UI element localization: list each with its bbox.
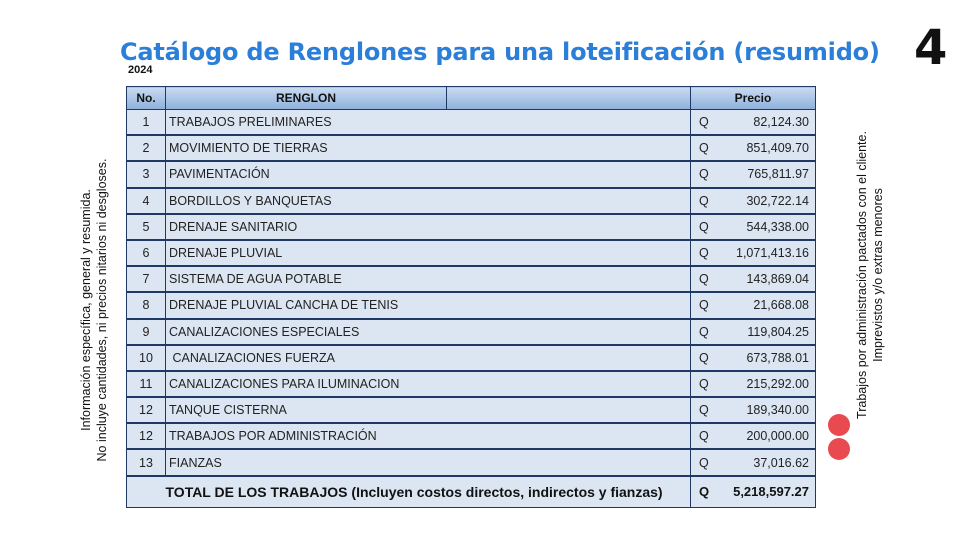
table-row (127, 135, 816, 161)
row-name: DRENAJE SANITARIO (166, 214, 691, 240)
row-no: 1 (127, 110, 166, 136)
table-row (127, 266, 816, 292)
row-currency: Q (691, 188, 722, 214)
header-precio: Precio (691, 87, 816, 110)
row-no: 12 (127, 397, 166, 423)
red-dot-marker-1 (828, 414, 850, 436)
page-title: Catálogo de Renglones para una loteificación (resumido) (120, 38, 880, 66)
row-currency: Q (691, 423, 722, 449)
right-side-note (854, 105, 890, 445)
row-price: 119,804.25 (721, 319, 816, 345)
right-note-line-2: Imprevistos y/o extras menores (871, 188, 885, 362)
row-name: TRABAJOS PRELIMINARES (166, 110, 691, 136)
row-no: 12 (127, 423, 166, 449)
row-currency: Q (691, 135, 722, 161)
row-currency: Q (691, 345, 722, 371)
row-currency: Q (691, 214, 722, 240)
row-no: 5 (127, 214, 166, 240)
row-price: 1,071,413.16 (721, 240, 816, 266)
row-name: TRABAJOS POR ADMINISTRACIÓN (166, 423, 691, 449)
row-currency: Q (691, 371, 722, 397)
row-no: 10 (127, 345, 166, 371)
table-row (127, 161, 816, 187)
row-price: 82,124.30 (721, 110, 816, 136)
row-name: DRENAJE PLUVIAL (166, 240, 691, 266)
row-no: 9 (127, 319, 166, 345)
row-price: 21,668.08 (721, 292, 816, 318)
left-note-line-2: No incluye cantidades, ni precios nitarios ni desgloses. (95, 158, 109, 462)
row-currency: Q (691, 266, 722, 292)
table-header-row (127, 87, 816, 110)
row-price: 851,409.70 (721, 135, 816, 161)
row-price: 215,292.00 (721, 371, 816, 397)
row-currency: Q (691, 161, 722, 187)
row-no: 3 (127, 161, 166, 187)
table-row (127, 214, 816, 240)
table-row (127, 397, 816, 423)
row-price: 189,340.00 (721, 397, 816, 423)
total-row (127, 476, 816, 508)
catalog-table (126, 86, 816, 508)
row-no: 4 (127, 188, 166, 214)
table-row (127, 423, 816, 449)
row-no: 2 (127, 135, 166, 161)
row-no: 13 (127, 449, 166, 475)
row-currency: Q (691, 319, 722, 345)
row-price: 200,000.00 (721, 423, 816, 449)
row-name: BORDILLOS Y BANQUETAS (166, 188, 691, 214)
total-no-cell (127, 476, 166, 508)
table-row (127, 319, 816, 345)
row-name: TANQUE CISTERNA (166, 397, 691, 423)
row-currency: Q (691, 397, 722, 423)
row-name: DRENAJE PLUVIAL CANCHA DE TENIS (166, 292, 691, 318)
row-no: 8 (127, 292, 166, 318)
table-row (127, 449, 816, 475)
left-note-line-1: Información específica, general y resumida. (79, 189, 93, 431)
header-empty (447, 87, 691, 110)
row-currency: Q (691, 449, 722, 475)
year-label: 2024 (128, 64, 153, 76)
header-no: No. (127, 87, 166, 110)
row-currency: Q (691, 292, 722, 318)
row-name: CANALIZACIONES PARA ILUMINACION (166, 371, 691, 397)
row-name: CANALIZACIONES ESPECIALES (166, 319, 691, 345)
table-row (127, 371, 816, 397)
total-currency: Q (691, 476, 722, 508)
row-name: CANALIZACIONES FUERZA (166, 345, 691, 371)
row-name: PAVIMENTACIÓN (166, 161, 691, 187)
table-row (127, 240, 816, 266)
row-no: 6 (127, 240, 166, 266)
row-no: 11 (127, 371, 166, 397)
row-price: 37,016.62 (721, 449, 816, 475)
row-no: 7 (127, 266, 166, 292)
row-name: FIANZAS (166, 449, 691, 475)
table-row (127, 188, 816, 214)
row-name: SISTEMA DE AGUA POTABLE (166, 266, 691, 292)
red-dot-marker-2 (828, 438, 850, 460)
total-price: 5,218,597.27 (721, 476, 816, 508)
total-label: TOTAL DE LOS TRABAJOS (Incluyen costos directos, indirectos y fianzas) (166, 476, 691, 508)
right-note-line-1: Trabajos por administración pactados con el cliente. (855, 131, 869, 419)
left-side-note (78, 140, 114, 480)
table-row (127, 110, 816, 136)
row-price: 544,338.00 (721, 214, 816, 240)
row-price: 302,722.14 (721, 188, 816, 214)
header-renglon: RENGLON (166, 87, 447, 110)
row-price: 765,811.97 (721, 161, 816, 187)
page-number: 4 (914, 20, 948, 76)
table-row (127, 292, 816, 318)
row-price: 143,869.04 (721, 266, 816, 292)
row-name: MOVIMIENTO DE TIERRAS (166, 135, 691, 161)
row-currency: Q (691, 110, 722, 136)
row-price: 673,788.01 (721, 345, 816, 371)
table-row (127, 345, 816, 371)
row-currency: Q (691, 240, 722, 266)
